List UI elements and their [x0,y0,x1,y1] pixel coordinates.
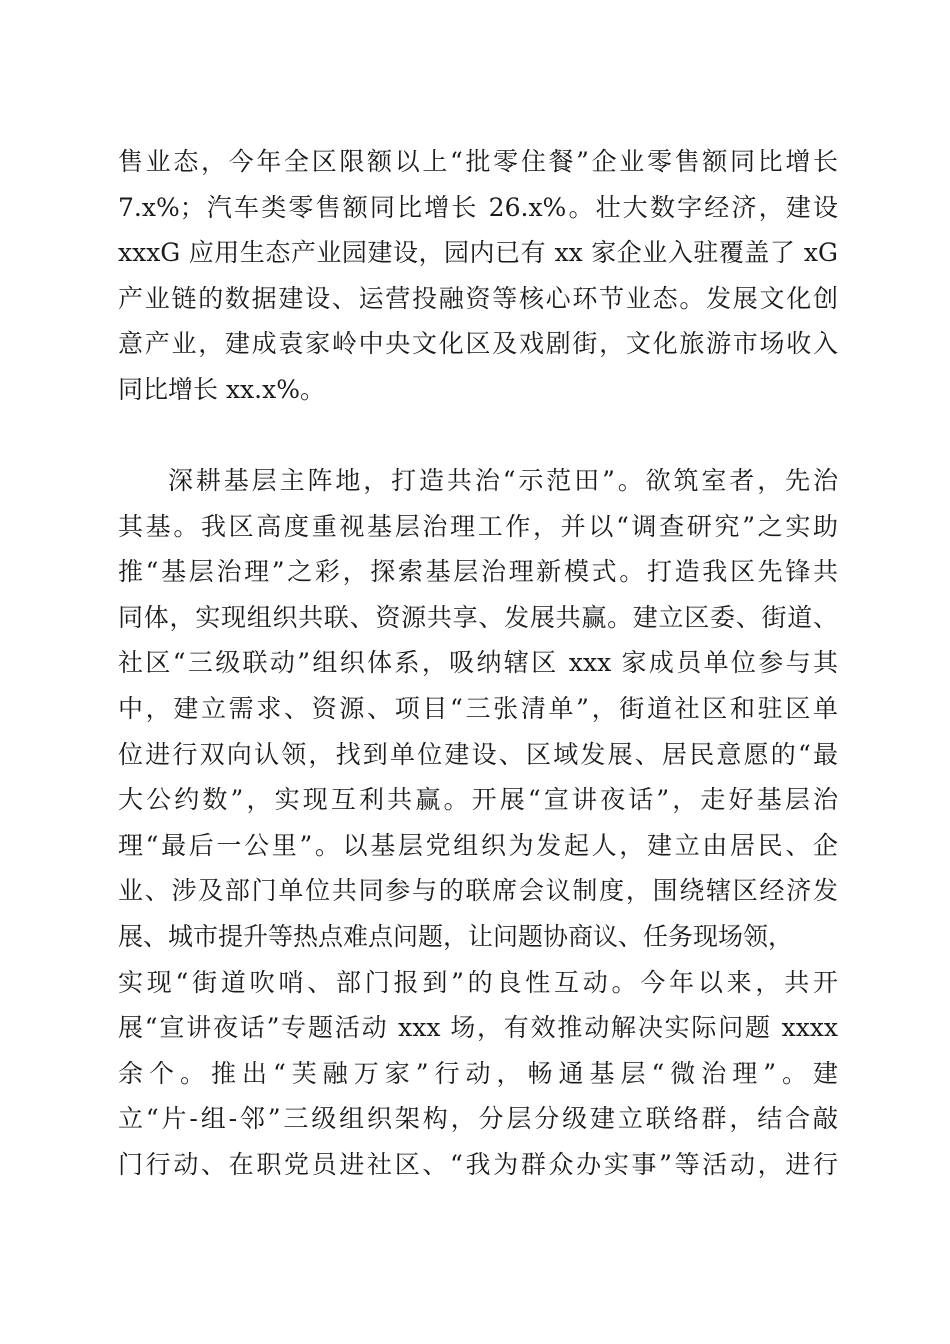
text-line: 业、涉及部门单位共同参与的联席会议制度，围绕辖区经济发 [118,876,838,906]
text-line: 理“最后一公里”。以基层党组织为发起人，建立由居民、企 [118,830,838,860]
text-line: 意产业，建成袁家岭中央文化区及戏剧街，文化旅游市场收入 [118,329,838,359]
text-line: 社区“三级联动”组织体系，吸纳辖区 xxx 家成员单位参与其 [118,648,838,678]
text-line: 7.x%；汽车类零售额同比增长 26.x%。壮大数字经济，建设 [118,192,838,222]
text-line: 大公约数”，实现互利共赢。开展“宣讲夜话”，走好基层治 [118,785,838,815]
text-line: 门行动、在职党员进社区、“我为群众办实事”等活动，进行 [118,1149,838,1179]
paragraph-grassroots-governance [118,458,838,1188]
text-line: 展、城市提升等热点难点问题，让问题协商议、任务现场领， [118,921,794,951]
text-line: 位进行双向认领，找到单位建设、区域发展、居民意愿的“最 [118,739,838,769]
text-line: 余个。推出“芙融万家”行动，畅通基层“微治理”。建 [118,1058,838,1088]
text-line: 推“基层治理”之彩，探索基层治理新模式。打造我区先锋共 [118,557,838,587]
text-line: 立“片-组-邻”三级组织架构，分层分级建立联络群，结合敲 [118,1104,838,1134]
text-line: 同比增长 xx.x%。 [118,374,325,404]
text-line: 展“宣讲夜话”专题活动 xxx 场，有效推动解决实际问题 xxxx [118,1013,838,1043]
text-line: 其基。我区高度重视基层治理工作，并以“调查研究”之实助 [118,511,838,541]
text-line: 产业链的数据建设、运营投融资等核心环节业态。发展文化创 [118,283,838,313]
paragraph-consumption-economy [118,139,838,413]
text-line: 同体，实现组织共联、资源共享、发展共赢。建立区委、街道、 [118,602,838,632]
text-line: 中，建立需求、资源、项目“三张清单”，街道社区和驻区单 [118,693,838,723]
text-line: xxxG 应用生态产业园建设，园内已有 xx 家企业入驻覆盖了 xG [118,238,838,268]
text-line: 实现“街道吹哨、部门报到”的良性互动。今年以来，共开 [118,967,838,997]
text-line: 售业态，今年全区限额以上“批零住餐”企业零售额同比增长 [118,147,838,176]
text-line: 深耕基层主阵地，打造共治“示范田”。欲筑室者，先治 [168,466,838,495]
